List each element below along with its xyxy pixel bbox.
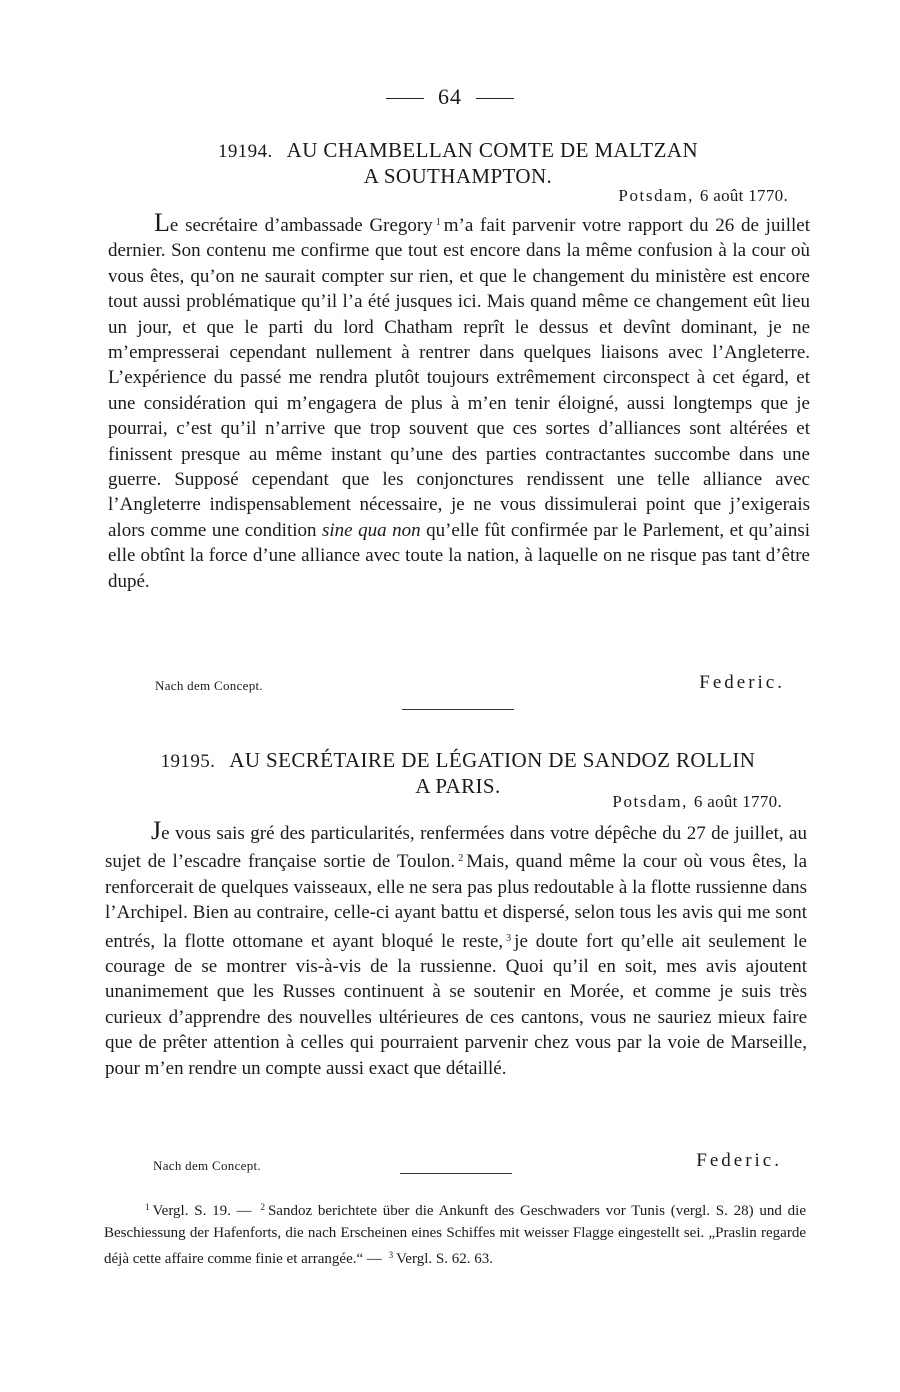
title-text: AU SECRÉTAIRE DE LÉGATION DE SANDOZ ROLLIN — [229, 748, 756, 772]
footnotes — [104, 1196, 806, 1270]
letter-number: 19195. — [160, 751, 216, 772]
footnote-ref: 2 — [458, 853, 464, 865]
initial-letter: L — [154, 208, 170, 237]
letter-title — [108, 138, 808, 189]
signature: Federic. — [696, 1150, 782, 1171]
title-line: A PARIS. — [415, 774, 501, 798]
title-line — [108, 748, 808, 774]
footnote-run: Sandoz berichtete über die Ankunft des Geschwaders vor Tunis (vergl. S. 28) und die Beschiessung der Hafenforts, die nach Erscheinen eines Schiffes mit weisser Flagge eingestellt sei. „Praslin regarde déjà cette affaire comme finie et arrangée.“ — — [104, 1203, 807, 1267]
place: Potsdam, — [618, 186, 695, 205]
date: 6 août 1770. — [693, 792, 782, 811]
footnote-marker: 2 — [260, 1202, 265, 1212]
title-line: A SOUTHAMPTON. — [363, 164, 553, 188]
footnote-ref: 1 — [435, 217, 441, 228]
footnote-text — [104, 1196, 806, 1270]
text-run: qu’elle fût confirmée par le Parlement, et qu’ainsi elle obtînt la force d’une alliance avec toute la nation, à laquelle on ne risque pas tant d’être dupé. — [108, 519, 810, 592]
letter-number: 19194. — [217, 141, 273, 162]
header-dash-right — [476, 98, 514, 99]
text-run: je doute fort qu’elle ait seulement le courage de se montrer vis-à-vis de la russienne. Quoi qu’il en soit, mes avis ajoutent unanimement que les Russes continuent à se soutenir en Morée, et comme je suis très curieux d’apprendre des nouvelles ultérieures de ces cantons, vous ne sauriez mieux faire que de prêter attention à celles qui pourraient parvenir chez vous par la voie de Marseille, pour m’en rendre un compte aussi exact que détaillé. — [105, 930, 807, 1079]
place-date — [612, 792, 782, 812]
separator-rule — [400, 1173, 512, 1174]
concept-note: Nach dem Concept. — [155, 678, 263, 693]
place-date — [618, 186, 788, 206]
title-line — [108, 138, 808, 164]
footnote-run: Vergl. S. 62. 63. — [396, 1251, 493, 1267]
page-number: 64 — [438, 84, 462, 109]
separator-rule — [402, 709, 514, 710]
page-header — [0, 84, 900, 110]
italic-phrase: sine qua non — [322, 519, 421, 541]
footnote-run: Vergl. S. 19. — — [152, 1203, 252, 1219]
concept-note: Nach dem Concept. — [153, 1158, 261, 1173]
signature: Federic. — [699, 672, 785, 693]
letter-body — [105, 818, 807, 1081]
text-run: e secrétaire d’ambassade Gregory — [169, 215, 433, 236]
text-run: Mais, quand même la cour où vous êtes, la renforcerait de quelques vaisseaux, elle ne sera pas plus redoutable à la flotte russienne dans l’Archipel. Bien au contraire, celle-ci ayant battu et dispersé, selon tous les avis qui me sont entrés, la flotte ottomane et ayant bloqué le reste, — [105, 851, 808, 952]
header-dash-left — [386, 98, 424, 99]
date: 6 août 1770. — [699, 186, 788, 205]
footnote-marker: 3 — [388, 1250, 394, 1260]
letter-body — [108, 210, 810, 594]
footnote-marker: 1 — [145, 1202, 150, 1212]
paragraph — [108, 210, 810, 594]
footnote-ref: 3 — [506, 932, 512, 944]
title-text: AU CHAMBELLAN COMTE DE MALTZAN — [286, 138, 699, 162]
place: Potsdam, — [612, 792, 689, 811]
text-run: m’a fait parvenir votre rapport du 26 de juillet dernier. Son contenu me confirme que tout est encore dans la même confusion à la cour où vous êtes, qu’on ne saurait compter sur rien, et que le changement du ministère est encore tout aussi problématique qu’il l’a été jusques ici. Mais quand même ce changement eût lieu un jour, et que le parti du lord Chatham reprît le dessus et devînt dominant, je ne m’empresserai cependant nullement à rentrer dans quelques liaisons avec l’Angleterre. L’expérience du passé me rendra plutôt toujours extrêmement circonspect à cet égard, et une considération qui m’engagera de plus à m’en tenir éloigné, aussi longtemps que je pourrai, c’est qu’il n’arrive que trop souvent que ces sortes d’alliances sont altérées et finissent presque au même instant qu’une des parties contractantes succombe dans une guerre. Supposé cependant que les conjonctures rendissent une telle alliance avec l’Angleterre indispensablement nécessaire, je ne vous dissimulerai point que j’exigerais alors comme une condition — [108, 215, 811, 541]
text-run: e vous sais gré des particularités, renfermées dans votre dépêche du 27 de juillet, au sujet de l’escadre française sortie de Toulon. — [105, 823, 807, 873]
initial-letter: J — [151, 816, 162, 845]
paragraph — [105, 818, 807, 1081]
